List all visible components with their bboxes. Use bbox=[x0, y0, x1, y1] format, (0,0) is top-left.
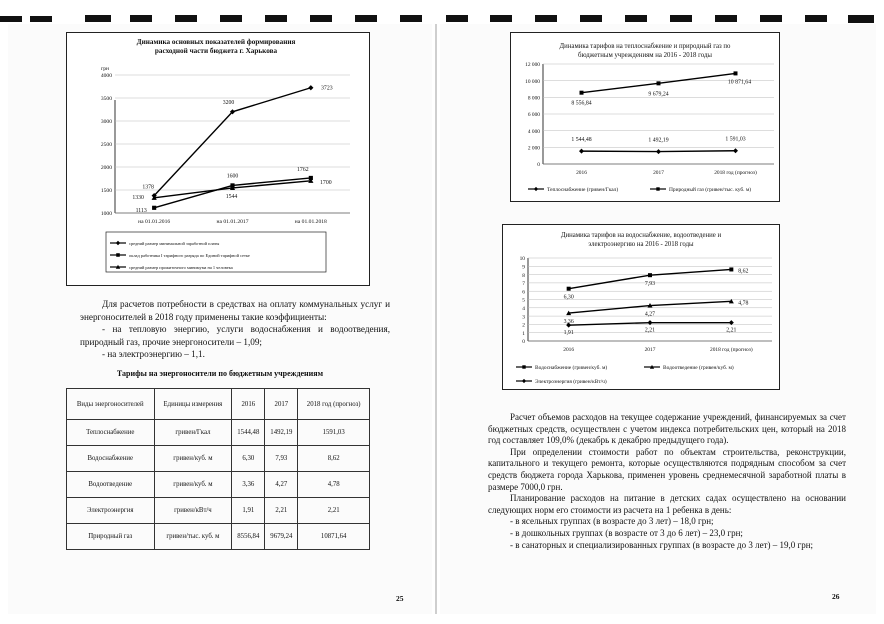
legend-label: Электроэнергия (гривен/кВт/ч) bbox=[535, 379, 607, 385]
x-tick-label: на 01.01.2017 bbox=[216, 219, 249, 225]
y-tick-label: 5 bbox=[522, 297, 525, 304]
budget-text bbox=[488, 412, 846, 551]
data-label: 2,21 bbox=[644, 327, 656, 334]
x-tick-label: 2018 год (прогноз) bbox=[710, 347, 753, 353]
y-tick-label: 6 000 bbox=[527, 112, 540, 119]
legend-label: Водоотведение (гривен/куб. м) bbox=[663, 365, 734, 371]
data-point-square bbox=[656, 187, 659, 190]
y-tick-label: 0 bbox=[537, 162, 540, 169]
data-label: 10 871,64 bbox=[727, 79, 752, 86]
y-tick-label: 1500 bbox=[100, 188, 112, 195]
table-row bbox=[67, 498, 370, 524]
table-cell: 1492,19 bbox=[265, 420, 298, 446]
y-tick-label: 6 bbox=[522, 289, 525, 296]
table-cell: Водоотведение bbox=[67, 472, 155, 498]
tariffs-table bbox=[66, 388, 370, 550]
data-label: 1700 bbox=[320, 179, 332, 186]
y-tick-label: 8 bbox=[522, 272, 525, 279]
page-number-left: 25 bbox=[396, 594, 404, 603]
table-cell: Электроэнергия bbox=[67, 498, 155, 524]
tariffs-table-title: Тарифы на энергоносители по бюджетным учреждениям bbox=[116, 369, 324, 378]
chart3-title-line2: электроэнергию на 2016 - 2018 годы bbox=[588, 241, 694, 248]
food-norms-paragraph: Планирование расходов на питание в детских садах осуществлено на основании следующих норм его стоимости из расчета на 1 ребенка в день: bbox=[488, 493, 846, 515]
table-cell: 1,91 bbox=[232, 498, 265, 524]
coefficient-heat: - на тепловую энергию, услуги водоснабжения и водоотведения, природный газ, прочие энергоносители – 1,09; bbox=[80, 324, 390, 347]
page-divider bbox=[435, 24, 437, 614]
data-label: 1544 bbox=[225, 193, 238, 200]
x-tick-label: 2016 bbox=[576, 170, 587, 176]
data-label: 4,27 bbox=[644, 311, 656, 318]
table-header-cell: 2017 bbox=[265, 389, 298, 420]
coefficients-text bbox=[80, 298, 390, 361]
data-label: 4,78 bbox=[738, 300, 749, 307]
table-header-cell: Виды энергоносителей bbox=[67, 389, 155, 420]
y-tick-label: 3000 bbox=[100, 119, 112, 126]
table-cell: гривен/Гкал bbox=[154, 420, 232, 446]
coefficient-electricity: - на электроэнергию – 1,1. bbox=[102, 349, 205, 360]
table-row bbox=[67, 472, 370, 498]
data-label: 1762 bbox=[297, 166, 309, 173]
legend-label: средний размер минимальной заработной платы bbox=[129, 241, 220, 246]
data-label: 8,62 bbox=[738, 268, 749, 275]
table-row bbox=[67, 524, 370, 550]
table-cell: 8556,84 bbox=[232, 524, 265, 550]
data-point-square bbox=[657, 81, 661, 85]
table-cell: 2,21 bbox=[265, 498, 298, 524]
page-number-right: 26 bbox=[832, 592, 840, 601]
data-point-square bbox=[567, 287, 571, 291]
sanatorium-norm-item: - в санаторных и специализированных группах (в возрасте до 3 лет) – 19,0 грн; bbox=[510, 539, 814, 550]
data-point-square bbox=[729, 267, 733, 271]
table-cell: 7,93 bbox=[265, 446, 298, 472]
table-header-row bbox=[67, 389, 370, 420]
y-tick-label: 3 bbox=[522, 314, 525, 321]
table-cell: 10871,64 bbox=[298, 524, 370, 550]
x-tick-label: 2016 bbox=[563, 347, 575, 353]
table-cell: Теплоснабжение bbox=[67, 420, 155, 446]
y-tick-label: 1000 bbox=[100, 211, 112, 218]
table-cell: Природный газ bbox=[67, 524, 155, 550]
table-cell: 6,30 bbox=[232, 446, 265, 472]
x-tick-label: 2017 bbox=[653, 170, 664, 176]
table-cell: 2,21 bbox=[298, 498, 370, 524]
x-tick-label: на 01.01.2018 bbox=[294, 219, 327, 225]
y-tick-label: 12 000 bbox=[525, 62, 540, 69]
y-tick-label: 2 000 bbox=[527, 145, 540, 152]
y-tick-label: 10 bbox=[519, 256, 525, 263]
table-cell: гривен/куб. м bbox=[154, 446, 232, 472]
table-cell: 4,27 bbox=[265, 472, 298, 498]
y-tick-label: 4 000 bbox=[527, 128, 540, 135]
table-cell: гривен/куб. м bbox=[154, 472, 232, 498]
y-tick-label: 9 bbox=[522, 264, 525, 271]
chart1-title-line2: расходной части бюджета г. Харькова bbox=[154, 47, 278, 55]
data-point-square bbox=[522, 365, 525, 368]
table-cell: Водоснабжение bbox=[67, 446, 155, 472]
y-tick-label: 4000 bbox=[100, 73, 112, 80]
data-label: 1 492,19 bbox=[648, 137, 669, 144]
table-row bbox=[67, 446, 370, 472]
x-tick-label: на 01.01.2016 bbox=[138, 219, 171, 225]
data-label: 7,93 bbox=[644, 281, 656, 288]
legend-label: средний размер прожиточного минимума на 1 человека bbox=[129, 265, 233, 270]
table-row bbox=[67, 420, 370, 446]
table-cell: гривен/кВт/ч bbox=[154, 498, 232, 524]
data-label: 9 679,24 bbox=[648, 91, 669, 98]
chart1-title-line1: Динамика основных показателей формирования bbox=[136, 38, 296, 46]
table-header-cell: 2016 bbox=[232, 389, 265, 420]
y-tick-label: 3500 bbox=[100, 96, 112, 103]
data-label: 1378 bbox=[142, 184, 154, 191]
data-label: 3,36 bbox=[563, 319, 574, 326]
data-label: 1 544,48 bbox=[571, 137, 592, 144]
y-tick-label: 2000 bbox=[100, 165, 112, 172]
salary-paragraph: При определении стоимости работ по объектам строительства, реконструкции, капитального и текущего ремонта, которые осуществляются подрядным способом за счет средств бюджета города Харькова, применен уровень среднемесячной заработной платы в размере 7000,0 грн. bbox=[488, 446, 846, 492]
y-tick-label: 2500 bbox=[100, 142, 112, 149]
y-tick-label: 1 bbox=[522, 330, 525, 337]
data-point-square bbox=[734, 71, 738, 75]
table-cell: 3,36 bbox=[232, 472, 265, 498]
table-cell: 1544,48 bbox=[232, 420, 265, 446]
chart3-title-line1: Динамика тарифов на водоснабжение, водоотведение и bbox=[560, 232, 722, 239]
scan-edge-bar bbox=[0, 14, 884, 24]
table-header-cell: 2018 год (прогноз) bbox=[298, 389, 370, 420]
x-tick-label: 2017 bbox=[644, 347, 656, 353]
data-point-square bbox=[116, 253, 120, 257]
data-label: 1600 bbox=[226, 173, 239, 180]
table-cell: гривен/тыс. куб. м bbox=[154, 524, 232, 550]
data-label: 8 556,84 bbox=[571, 100, 592, 107]
x-tick-label: 2018 год (прогноз) bbox=[714, 170, 757, 176]
nursery-norm-item: - в ясельных группах (в возрасте до 3 лет) – 18,0 грн; bbox=[510, 516, 714, 527]
budget-indicators-chart bbox=[66, 32, 370, 286]
heat-gas-tariffs-chart bbox=[510, 32, 780, 202]
table-cell: 9679,24 bbox=[265, 524, 298, 550]
y-axis-label: грн bbox=[100, 66, 110, 72]
y-tick-label: 7 bbox=[522, 281, 525, 288]
preschool-norm-item: - в дошкольных группах (в возрасте от 3 до 6 лет) – 23,0 грн; bbox=[510, 527, 743, 538]
legend-label: Природный газ (гривен/тыс. куб. м) bbox=[669, 187, 752, 193]
data-label: 1113 bbox=[135, 207, 147, 214]
y-tick-label: 4 bbox=[522, 306, 525, 312]
table-cell: 8,62 bbox=[298, 446, 370, 472]
y-tick-label: 10 000 bbox=[525, 78, 540, 85]
data-point-square bbox=[648, 273, 652, 277]
y-tick-label: 8 000 bbox=[527, 95, 540, 102]
y-tick-label: 2 bbox=[522, 322, 525, 329]
legend-label: оклад работника I тарифного разряда по Единой тарифной сетке bbox=[129, 253, 250, 258]
chart2-title-line2: бюджетным учреждениям на 2016 - 2018 годы bbox=[578, 52, 712, 59]
data-label: 6,30 bbox=[563, 294, 574, 301]
data-label: 1330 bbox=[132, 194, 144, 201]
water-electricity-tariffs-chart bbox=[502, 224, 780, 390]
data-point-square bbox=[152, 206, 156, 210]
data-label: 2,21 bbox=[726, 327, 737, 334]
data-label: 1 591,03 bbox=[725, 136, 746, 143]
legend-label: Водоснабжение (гривен/куб. м) bbox=[535, 365, 608, 371]
coefficients-paragraph: Для расчетов потребности в средствах на оплату коммунальных услуг и энергоносителей в 2018 году применены такие коэффициенты: bbox=[80, 299, 390, 322]
table-cell: 1591,03 bbox=[298, 420, 370, 446]
data-point-square bbox=[580, 91, 584, 95]
legend-label: Теплоснабжение (гривен/Гкал) bbox=[547, 187, 619, 193]
table-header-cell: Единицы измерения bbox=[154, 389, 232, 420]
data-label: 3200 bbox=[222, 99, 235, 106]
data-label: 3723 bbox=[321, 85, 333, 92]
table-cell: 4,78 bbox=[298, 472, 370, 498]
data-label: 1,91 bbox=[563, 330, 574, 337]
y-tick-label: 0 bbox=[522, 339, 525, 346]
cpi-paragraph: Расчет объемов расходов на текущее содержание учреждений, финансируемых за счет бюджетных средств, осуществлен с учетом индекса потребительских цен, который на 2018 год составляет 109,0% (декабрь к декабрю предыдущего года). bbox=[488, 412, 846, 446]
chart2-title-line1: Динамика тарифов на теплоснабжение и природный газ по bbox=[559, 43, 731, 50]
